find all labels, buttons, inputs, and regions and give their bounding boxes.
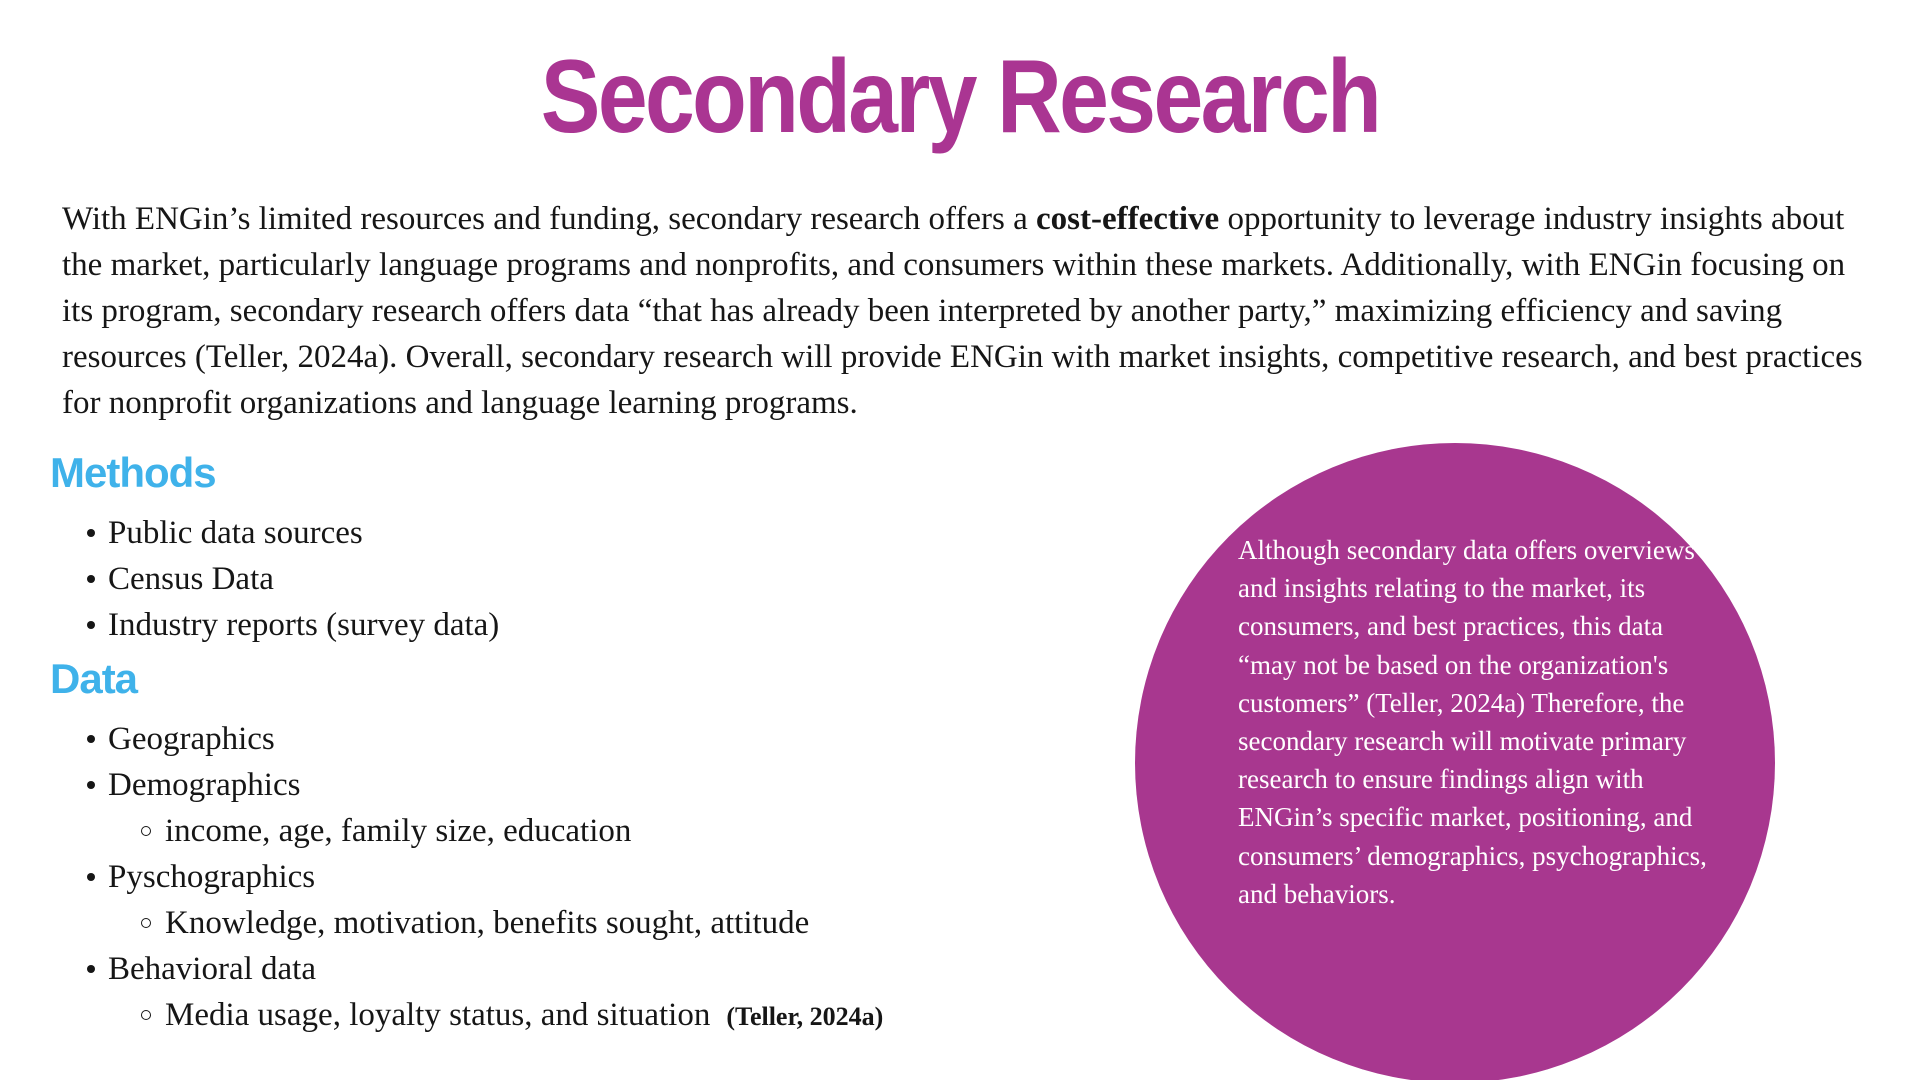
citation: (Teller, 2024a) [726, 1002, 884, 1031]
methods-heading: Methods [50, 449, 216, 496]
bullet-icon [87, 621, 95, 629]
list-item-label: Geographics [108, 721, 275, 757]
list-item [0, 510, 499, 556]
list-item-label: Pyschographics [108, 859, 316, 895]
callout-text: Although secondary data offers overviews and insights relating to the market, its consumers, and best practices, this data “may not be based on the organization's customers” (Teller, 2024a) Therefore, the secondary research will motivate primary research to ensure findings align with ENGin’s specific market, positioning, and consumers’ demographics, psychographics, and behaviors. [1238, 535, 1707, 909]
circle-bullet-icon [141, 1010, 151, 1020]
sub-list-item [0, 808, 883, 854]
intro-emphasis: cost-effective [1036, 201, 1220, 237]
intro-text-part-2: opportunity to leverage industry insights about the market, particularly language programs and nonprofits, and consumers within these markets. Additionally, with ENGin focusing on its program, secondary research offers data “that has already been interpreted by another party,” maximizing efficiency and saving resources (Teller, 2024a). Overall, secondary research will provide ENGin with market insights, competitive research, and best practices for nonprofit organizations and language learning programs. [62, 201, 1863, 421]
list-item [0, 556, 499, 602]
sub-list-item-label: income, age, family size, education [165, 813, 632, 849]
bullet-icon [87, 735, 95, 743]
sub-list-item-label: Knowledge, motivation, benefits sought, attitude [165, 905, 810, 941]
sub-list-item [0, 900, 883, 946]
circle-bullet-icon [141, 826, 151, 836]
sub-list-item-label: Media usage, loyalty status, and situation [165, 997, 711, 1033]
intro-paragraph [62, 196, 1882, 426]
bullet-icon [87, 529, 95, 537]
page-title: Secondary Research [540, 39, 1380, 155]
list-item [0, 762, 883, 808]
data-heading: Data [50, 655, 138, 702]
intro-text-part-1: With ENGin’s limited resources and funding, secondary research offers a [62, 201, 1036, 237]
list-item [0, 854, 883, 900]
bullet-icon [87, 781, 95, 789]
list-item-label: Public data sources [108, 515, 363, 551]
data-list [0, 716, 883, 1038]
list-item [0, 602, 499, 648]
bullet-icon [87, 873, 95, 881]
list-item [0, 946, 883, 992]
bullet-icon [87, 965, 95, 973]
list-item-label: Census Data [108, 561, 274, 597]
list-item-label: Demographics [108, 767, 301, 803]
sub-list-item [0, 992, 883, 1038]
methods-list [0, 510, 499, 648]
bullet-icon [87, 575, 95, 583]
list-item-label: Behavioral data [108, 951, 316, 987]
list-item-label: Industry reports (survey data) [108, 607, 500, 643]
circle-bullet-icon [141, 918, 151, 928]
list-item [0, 716, 883, 762]
